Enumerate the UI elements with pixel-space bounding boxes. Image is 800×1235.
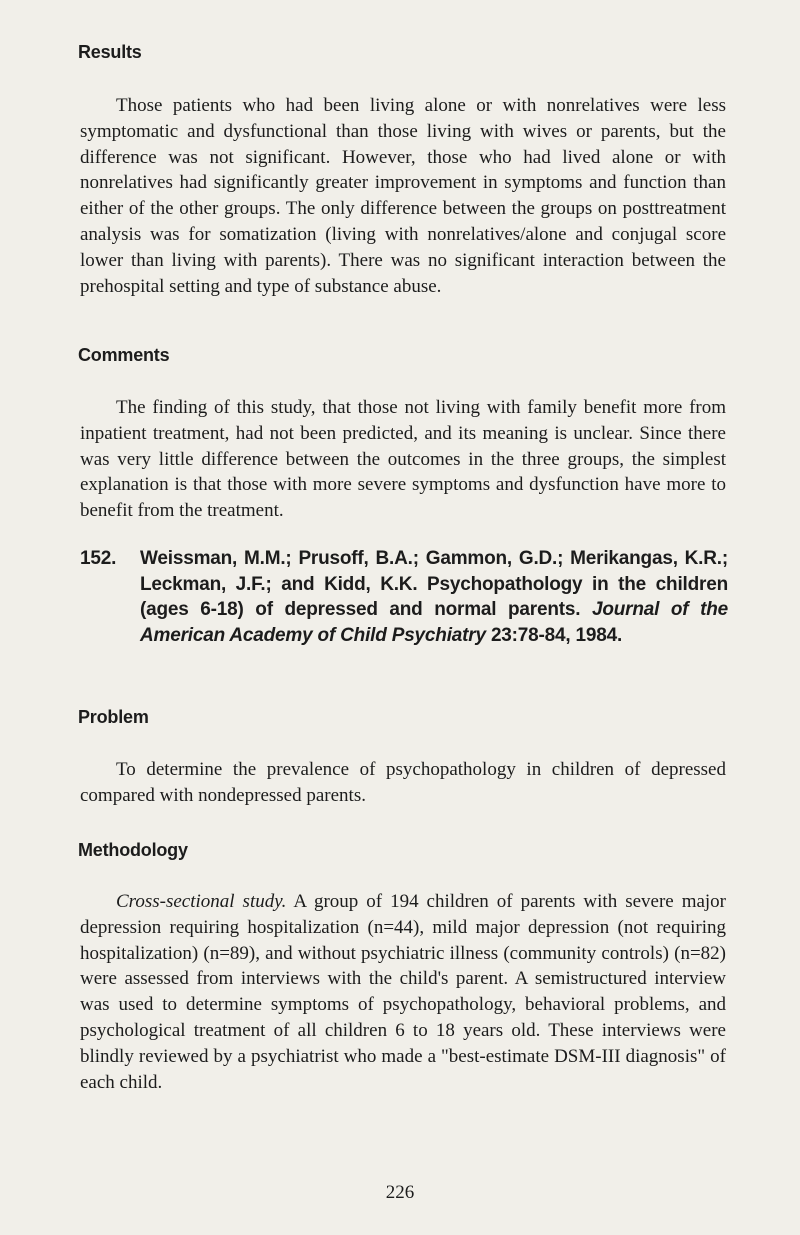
results-heading: Results [78,42,142,62]
reference-authors-title: Weissman, M.M.; Prusoff, B.A.; Gammon, G.D.; Merikangas, K.R.; Leckman, J.F.; and Kidd, K.K. Psychopathology in the children (ages 6-18) of depressed and normal parents. [140,548,728,621]
reference-number: 152. [80,548,117,569]
methodology-study-type: Cross-sectional study. [116,891,287,912]
reference-journal: Journal of the American Academy of Child Psychiatry [140,599,728,646]
methodology-paragraph [80,889,726,1095]
comments-heading: Comments [78,345,170,365]
methodology-heading: Methodology [78,840,188,860]
page-number: 226 [385,1182,415,1203]
reference-citation: 23:78-84, 1984. [490,624,623,646]
methodology-text: A group of 194 children of parents with severe major depression requiring hospitalization (n=44), mild major depression (not requiring hospitalization) (n=89), and without psychiatric illness (community controls) (n=82) were assessed from interviews with the child's parent. A semistructured interview was used to determine symptoms of psychopathology, behavioral problems, and psychological treatment of all children 6 to 18 years old. These interviews were blindly reviewed by a psychiatrist who made a "best-estimate DSM-III diagnosis" of each child. [80,891,727,1093]
comments-paragraph: The finding of this study, that those not living with family benefit more from inpatient treatment, had not been predicted, and its meaning is unclear. Since there was very little difference between the outcomes in the three groups, the simplest explanation is that those with more severe symptoms and dysfunction have more to benefit from the treatment. [80,397,726,522]
reference-entry [80,546,728,648]
results-paragraph: Those patients who had been living alone or with nonrelatives were less symptomatic and dysfunctional than those living with wives or parents, but the difference was not significant. However, those who had lived alone or with nonrelatives had significantly greater improvement in symptoms and function than either of the other groups. The only difference between the groups on posttreatment analysis was for somatization (living with nonrelatives/alone and conjugal score lower than living with parents). There was no significant interaction between the prehospital setting and type of substance abuse. [80,95,726,297]
problem-paragraph: To determine the prevalence of psychopathology in children of depressed compared with nondepressed parents. [80,759,726,806]
reference-body [140,546,728,648]
problem-heading: Problem [78,707,149,727]
